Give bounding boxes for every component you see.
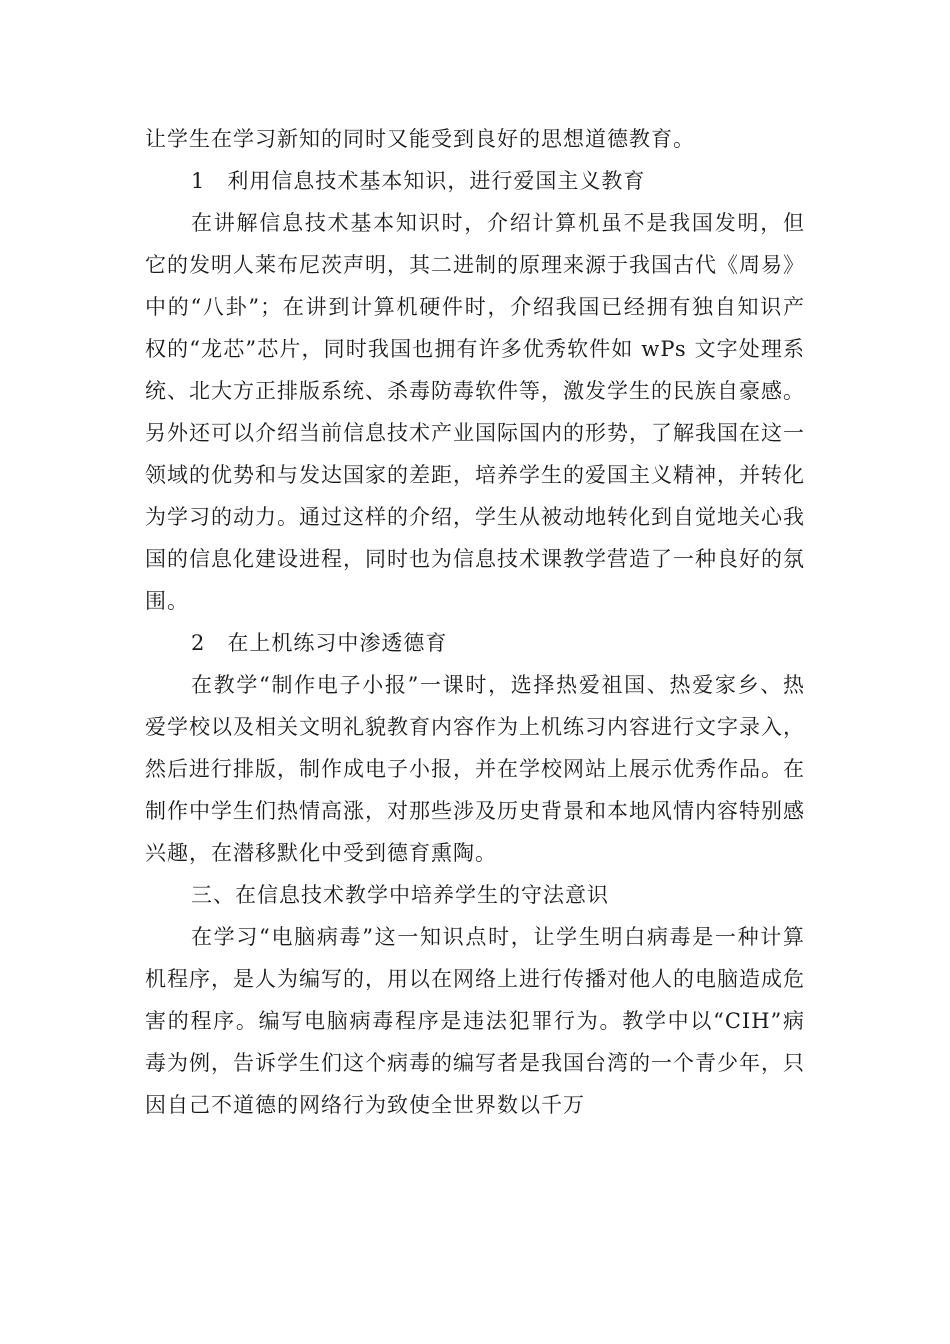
paragraph-virus: 在学习“电脑病毒”这一知识点时，让学生明白病毒是一种计算机程序，是人为编写的，用以在网络上进行传播对他人的电脑造成危害的程序。编写电脑病毒程序是违法犯罪行为。教学中以“CIH”病毒为例，告诉学生们这个病毒的编写者是我国台湾的一个青少年，只因自己不道德的网络行为致使全世界数以千万 — [145, 925, 805, 1117]
paragraph-continuation: 让学生在学习新知的同时又能受到良好的思想道德教育。 — [145, 127, 695, 151]
paragraph-patriotism: 在讲解信息技术基本知识时，介绍计算机虽不是我国发明，但它的发明人莱布尼茨声明，其二进制的原理来源于我国古代《周易》中的“八卦”；在讲到计算机硬件时，介绍我国已经拥有独自知识产权的“龙芯”芯片，同时我国也拥有许多优秀软件如 wPs 文字处理系统、北大方正排版系统、杀毒防毒软件等，激发学生的民族自豪感。另外还可以介绍当前信息技术产业国际国内的形势，了解我国在这一领域的优势和与发达国家的差距，培养学生的爱国主义精神，并转化为学习的动力。通过这样的介绍，学生从被动地转化到自觉地关心我国的信息化建设进程，同时也为信息技术课教学营造了一种良好的氛围。 — [145, 211, 805, 613]
document-body — [145, 118, 805, 1126]
paragraph-practice: 在教学“制作电子小报”一课时，选择热爱祖国、热爱家乡、热爱学校以及相关文明礼貌教育内容作为上机练习内容进行文字录入，然后进行排版，制作成电子小报，并在学校网站上展示优秀作品。在制作中学生们热情高涨，对那些涉及历史背景和本地风情内容特别感兴趣，在潜移默化中受到德育熏陶。 — [145, 673, 805, 865]
section-heading-1: 1 利用信息技术基本知识，进行爱国主义教育 — [191, 169, 646, 193]
section-heading-3: 三、在信息技术教学中培养学生的守法意识 — [191, 883, 609, 907]
section-heading-2: 2 在上机练习中渗透德育 — [191, 631, 448, 655]
